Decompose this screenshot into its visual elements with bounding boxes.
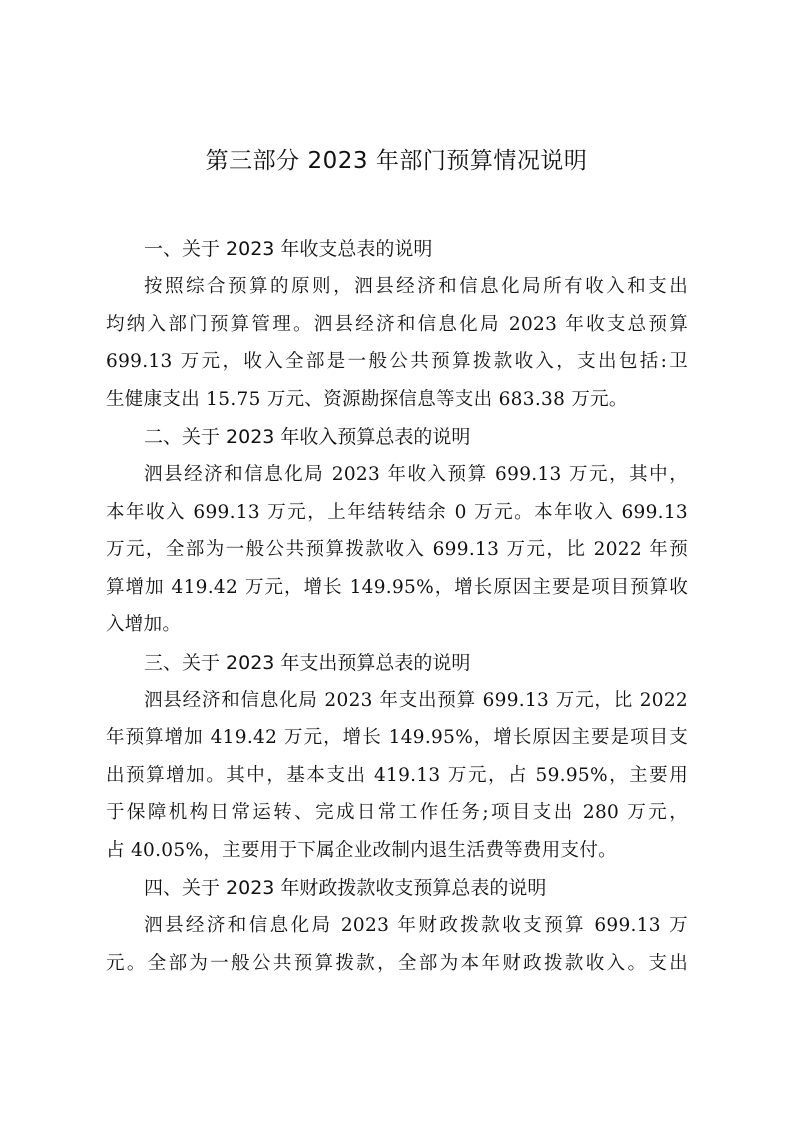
section-paragraph xyxy=(106,682,688,870)
paragraph-line: 占 40.05%，主要用于下属企业改制内退生活费等费用支付。 xyxy=(106,839,617,861)
section-fiscal-appropriation-summary xyxy=(106,869,688,982)
section-heading: 二、关于 2023 年收入预算总表的说明 xyxy=(144,426,471,448)
section-heading: 三、关于 2023 年支出预算总表的说明 xyxy=(144,651,471,674)
section-paragraph xyxy=(106,456,688,644)
paragraph-line: 均纳入部门预算管理。泗县经济和信息化局 2023 年收支总预算 xyxy=(106,313,688,335)
section-heading: 四、关于 2023 年财政拨款收支预算总表的说明 xyxy=(144,877,547,899)
paragraph-line: 入增加。 xyxy=(106,614,182,635)
paragraph-line: 按照综合预算的原则，泗县经济和信息化局所有收入和支出 xyxy=(144,276,688,297)
section-income-budget-summary xyxy=(106,418,688,644)
page-title: 第三部分 2023 年部门预算情况说明 xyxy=(205,148,588,174)
document-body xyxy=(106,230,688,982)
paragraph-line: 泗县经济和信息化局 2023 年财政拨款收支预算 699.13 万 xyxy=(144,915,688,936)
section-income-expenditure-summary xyxy=(106,230,688,418)
paragraph-line: 出预算增加。其中，基本支出 419.13 万元，占 59.95%，主要用 xyxy=(106,764,688,786)
paragraph-line: 算增加 419.42 万元，增长 149.95%，增长原因主要是项目预算收 xyxy=(106,576,688,598)
section-heading: 一、关于 2023 年收支总表的说明 xyxy=(144,238,433,260)
paragraph-line: 泗县经济和信息化局 2023 年支出预算 699.13 万元，比 2022 xyxy=(144,689,688,711)
paragraph-line: 泗县经济和信息化局 2023 年收入预算 699.13 万元，其中， xyxy=(144,464,688,485)
paragraph-line: 生健康支出 15.75 万元、资源勘探信息等支出 683.38 万元。 xyxy=(106,388,628,410)
paragraph-line: 于保障机构日常运转、完成日常工作任务;项目支出 280 万元， xyxy=(106,802,688,823)
paragraph-line: 699.13 万元，收入全部是一般公共预算拨款收入，支出包括:卫 xyxy=(106,351,688,372)
paragraph-line: 元。全部为一般公共预算拨款，全部为本年财政拨款收入。支出 xyxy=(106,952,688,974)
paragraph-line: 本年收入 699.13 万元，上年结转结余 0 万元。本年收入 699.13 xyxy=(106,501,688,523)
paragraph-line: 年预算增加 419.42 万元，增长 149.95%，增长原因主要是项目支 xyxy=(106,727,688,748)
section-expenditure-budget-summary xyxy=(106,644,688,870)
section-paragraph xyxy=(106,907,688,982)
paragraph-line: 万元，全部为一般公共预算拨款收入 699.13 万元，比 2022 年预 xyxy=(106,539,688,560)
section-paragraph xyxy=(106,268,688,418)
